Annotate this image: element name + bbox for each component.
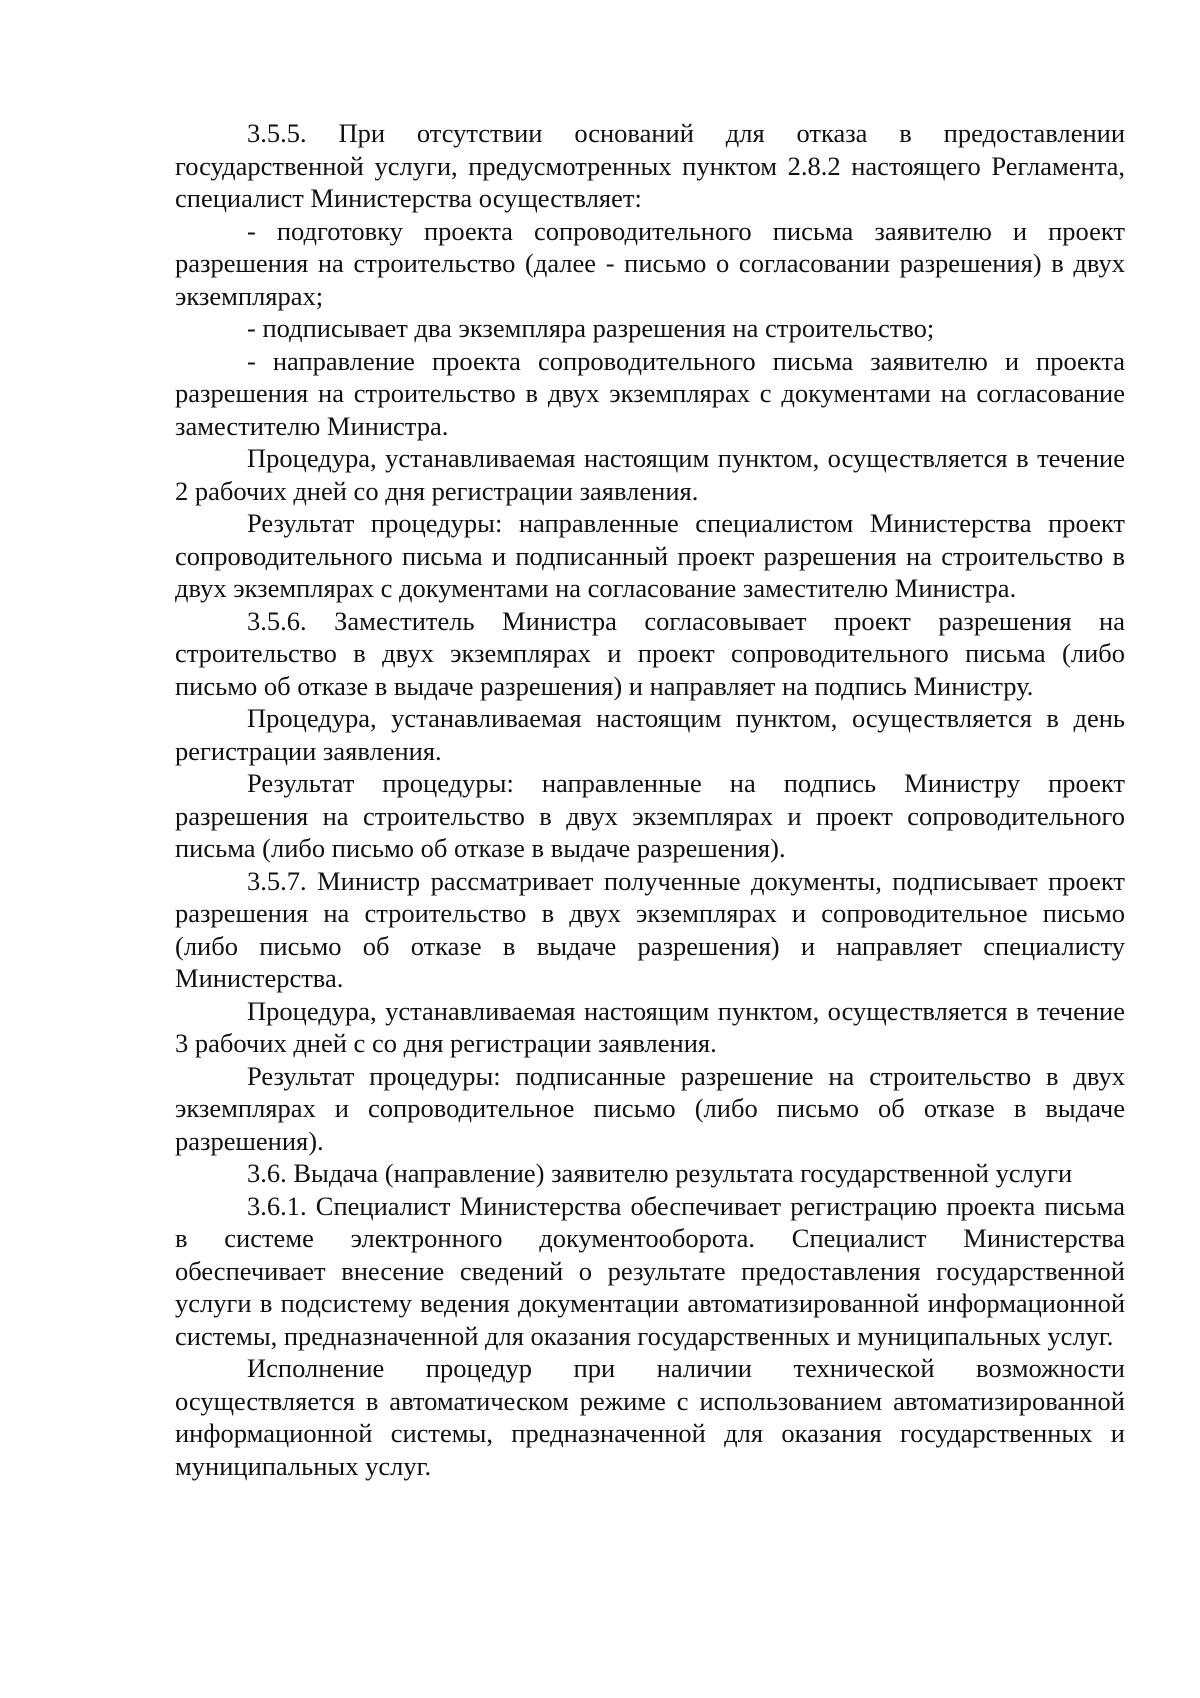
- paragraph-3-5-5: 3.5.5. При отсутствии оснований для отказа в предоставлении государственной услуги, предусмотренных пунктом 2.8.2 настоящего Регламента, специалист Министерства осуществляет:: [175, 118, 1125, 213]
- procedure-timing-3-5-6: Процедура, устанавливаемая настоящим пунктом, осуществляется в день регистрации заявления.: [175, 703, 1125, 766]
- procedure-result-3-5-7: Результат процедуры: подписанные разрешение на строительство в двух экземплярах и сопроводительное письмо (либо письмо об отказе в выдаче разрешения).: [175, 1060, 1125, 1156]
- procedure-result-3-5-6: Результат процедуры: направленные на подпись Министру проект разрешения на строительство в двух экземплярах и проект сопроводительного письма (либо письмо об отказе в выдаче разрешения).: [175, 768, 1125, 863]
- list-item-send-for-approval: - направление проекта сопроводительного письма заявителю и проекта разрешения на строительство в двух экземплярах с документами на согласование заместителю Министра.: [175, 345, 1125, 441]
- procedure-result-3-5-5: Результат процедуры: направленные специалистом Министерства проект сопроводительного письма и подписанный проект разрешения на строительство в двух экземплярах с документами на согласование заместителю Министра.: [175, 508, 1125, 603]
- document-page: [175, 117, 1125, 1482]
- list-item-sign-copies: - подписывает два экземпляра разрешения на строительство;: [247, 313, 935, 343]
- procedure-timing-3-5-7: Процедура, устанавливаемая настоящим пунктом, осуществляется в течение 3 рабочих дней с со дня регистрации заявления.: [175, 995, 1125, 1058]
- paragraph-3-6-1: 3.6.1. Специалист Министерства обеспечивает регистрацию проекта письма в системе электронного документооборота. Специалист Министерства обеспечивает внесение сведений о результате предоставления государственной услуги в подсистему ведения документации автоматизированной информационной системы, предназначенной для оказания государственных и муниципальных услуг.: [175, 1190, 1125, 1351]
- procedure-timing-3-5-5: Процедура, устанавливаемая настоящим пунктом, осуществляется в течение 2 рабочих дней со дня регистрации заявления.: [175, 443, 1125, 506]
- list-item-prepare-draft: - подготовку проекта сопроводительного письма заявителю и проект разрешения на строительство (далее - письмо о согласовании разрешения) в двух экземплярах;: [175, 215, 1125, 311]
- section-heading-3-6: 3.6. Выдача (направление) заявителю результата государственной услуги: [247, 1158, 1073, 1188]
- paragraph-automation: Исполнение процедур при наличии технической возможности осуществляется в автоматическом режиме с использованием автоматизированной информационной системы, предназначенной для оказания государственных и муниципальных услуг.: [175, 1353, 1125, 1481]
- paragraph-3-5-7: 3.5.7. Министр рассматривает полученные документы, подписывает проект разрешения на строительство в двух экземплярах и сопроводительное письмо (либо письмо об отказе в выдаче разрешения) и направляет специалисту Министерства.: [175, 865, 1125, 993]
- paragraph-3-5-6: 3.5.6. Заместитель Министра согласовывает проект разрешения на строительство в двух экземплярах и проект сопроводительного письма (либо письмо об отказе в выдаче разрешения) и направляет на подпись Министру.: [175, 605, 1125, 701]
